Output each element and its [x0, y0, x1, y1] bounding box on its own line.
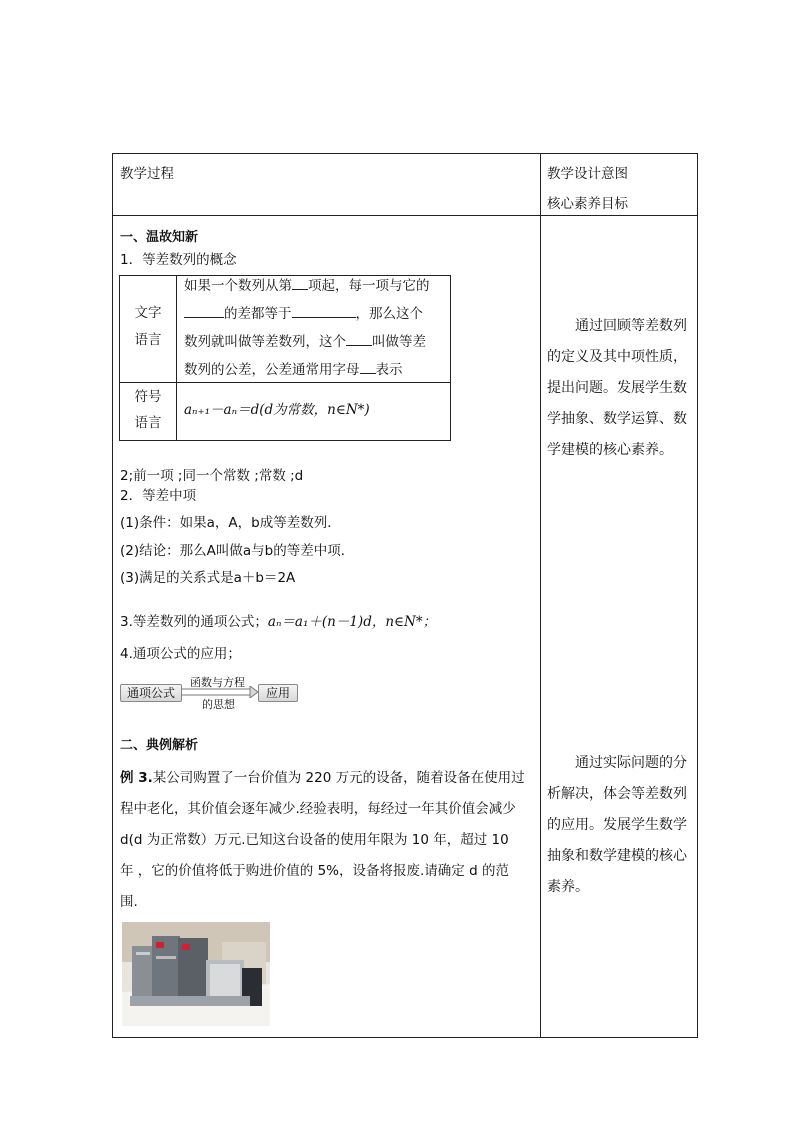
- column-divider: [540, 153, 541, 1038]
- example-label: 例 3.: [120, 770, 153, 786]
- example-line-2: 程中老化，其价值会逐年减少.经验表明，每经过一年其价值会减少: [120, 801, 516, 817]
- header-right-line1: 教学设计意图: [547, 166, 628, 182]
- item4-heading: 4.通项公式的应用；: [120, 646, 241, 662]
- header-divider: [112, 215, 698, 216]
- concept-line-2: 的差都等于 ，那么这个: [184, 300, 423, 328]
- middle-term-relation: (3)满足的关系式是a＋b＝2A: [120, 570, 296, 586]
- item2-heading: 2．等差中项: [120, 488, 197, 504]
- concept-table: [119, 275, 451, 441]
- concept-line-3: 数列就叫做等差数列，这个 叫做等差: [184, 328, 426, 356]
- printing-machine-photo: [122, 922, 270, 1026]
- section2-title: 二、典例解析: [120, 738, 199, 753]
- flow-label-top: 函数与方程: [190, 676, 245, 689]
- intent-paragraph-2: 通过实际问题的分析解决，体会等差数列的应用。发展学生数学抽象和数学建模的核心素养。: [547, 755, 687, 895]
- example-line-4: 年 ，它的价值将低于购进价值的 5%，设备将报废.请确定 d 的范: [120, 863, 509, 879]
- label-fuhao: 符号: [134, 389, 162, 405]
- intent-paragraph-1: 通过回顾等差数列的定义及其中项性质，提出问题。发展学生数学抽象、数学运算、数学建模的核心素养。: [547, 318, 687, 458]
- label-yuyan-2: 语言: [134, 415, 162, 431]
- label-yuyan-1: 语言: [134, 332, 162, 348]
- flow-label-bottom: 的思想: [202, 698, 235, 711]
- application-flow: [120, 676, 300, 711]
- example-line-5: 围.: [120, 894, 138, 910]
- flow-box-apply: 应用: [258, 684, 298, 702]
- middle-term-conclusion: (2)结论：那么A叫做a与b的等差中项．: [120, 543, 355, 559]
- flow-box-formula: 通项公式: [120, 684, 182, 702]
- middle-term-condition: (1)条件：如果a，A，b成等差数列．: [120, 515, 341, 531]
- concept-line-1: 如果一个数列从第 项起，每一项与它的: [184, 272, 430, 300]
- label-wenzi: 文字: [134, 305, 162, 321]
- example-line-1: 例 3.某公司购置了一台价值为 220 万元的设备，随着设备在使用过: [120, 770, 525, 786]
- example-line-3: d(d 为正常数）万元.已知这台设备的使用年限为 10 年，超过 10: [120, 832, 509, 848]
- header-left: 教学过程: [120, 166, 174, 182]
- concept-table-vdivider: [176, 276, 177, 440]
- item1-heading: 1．等差数列的概念: [120, 252, 237, 268]
- section1-title: 一、温故知新: [120, 230, 199, 245]
- header-right-line2: 核心素养目标: [547, 196, 628, 212]
- general-term-formula: aₙ＝a₁＋(n－1)d，n∈N*；: [267, 614, 437, 630]
- concept-formula: aₙ₊₁－aₙ＝d(d为常数，n∈N*): [184, 402, 370, 418]
- concept-line-4: 数列的公差，公差通常用字母 表示: [184, 356, 403, 384]
- item3-heading: 3.等差数列的通项公式；aₙ＝a₁＋(n－1)d，n∈N*；: [120, 614, 437, 630]
- answer-line: 2;前一项 ;同一个常数 ;常数 ;d: [120, 468, 304, 484]
